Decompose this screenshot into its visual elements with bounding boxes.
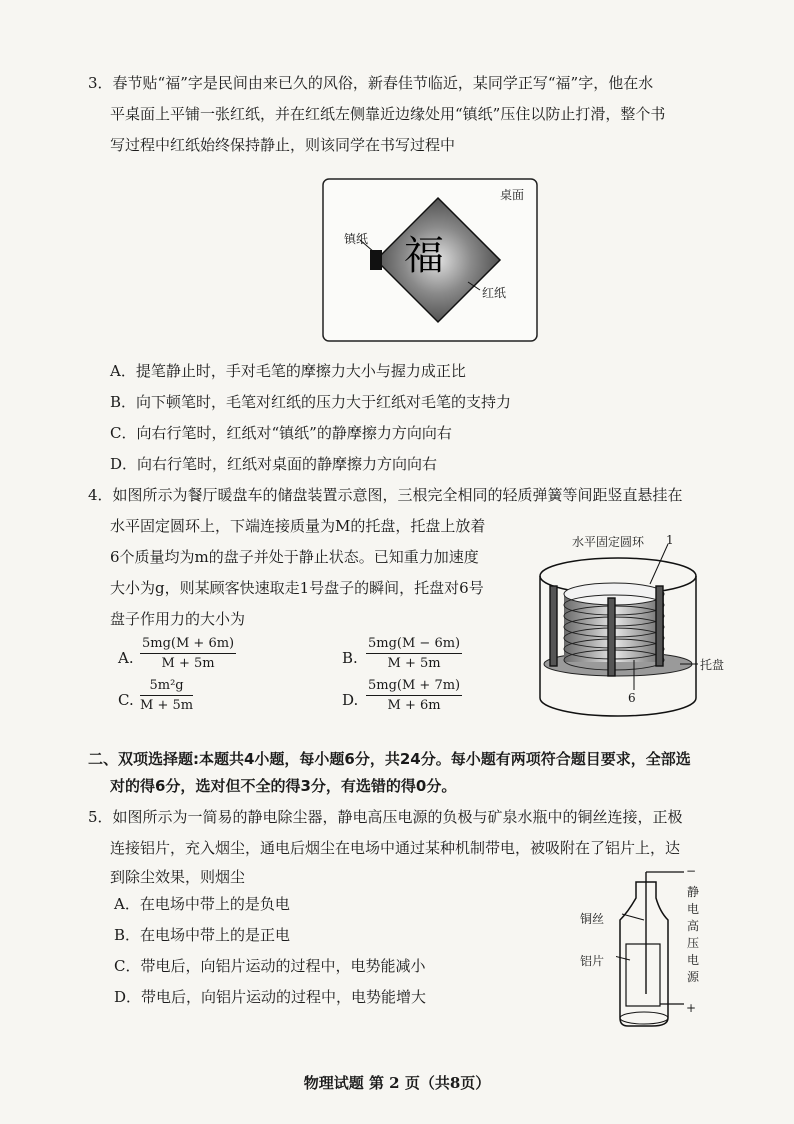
q4-option-a-fraction xyxy=(140,636,236,671)
q5-option-a: A．在电场中带上的是负电 xyxy=(114,895,290,913)
source-char-4: 压 xyxy=(686,936,699,950)
q4-option-d-numerator: 5mg(M + 7m) xyxy=(366,678,462,696)
q4-option-d-denominator: M + 6m xyxy=(387,698,441,713)
q3-stem-line1: 3．春节贴“福”字是民间由来已久的风俗，新春佳节临近，某同学正写“福”字，他在水 xyxy=(88,74,654,92)
q4-option-c-denominator: M + 5m xyxy=(140,698,194,713)
page-footer: 物理试题 第 2 页（共8页） xyxy=(303,1074,491,1092)
positive-terminal-label: + xyxy=(686,1001,697,1015)
section2-heading-line1: 二、双项选择题:本题共4小题，每小题6分，共24分。每小题有两项符合题目要求，全部选 xyxy=(88,750,691,768)
q5-option-d: D．带电后，向铝片运动的过程中，电势能增大 xyxy=(114,988,427,1006)
source-char-1: 静 xyxy=(686,885,699,899)
power-source-label xyxy=(686,884,700,986)
q4-option-d-fraction xyxy=(366,678,462,713)
q4-option-a-numerator: 5mg(M + 6m) xyxy=(140,636,236,654)
spring-right xyxy=(656,586,663,666)
plate-6-label: 6 xyxy=(628,691,636,705)
ring-label: 水平固定圆环 xyxy=(572,535,645,549)
aluminum-foil-label: 铝片 xyxy=(580,954,605,968)
foil-pointer xyxy=(616,956,630,960)
q4-stem-line2: 水平固定圆环上，下端连接质量为M的托盘，托盘上放着 xyxy=(110,517,486,535)
q3-option-b: B．向下顿笔时，毛笔对红纸的压力大于红纸对毛笔的支持力 xyxy=(110,393,512,411)
q4-option-b-numerator: 5mg(M − 6m) xyxy=(366,636,462,654)
paper-label: 红纸 xyxy=(482,286,507,300)
q4-option-b-fraction xyxy=(366,636,462,671)
q4-option-c-numerator: 5m²g xyxy=(140,678,193,696)
q4-option-d-letter: D. xyxy=(342,691,359,709)
spring-middle xyxy=(608,598,615,676)
bottle-bottom xyxy=(620,1012,668,1024)
q4-option-a-letter: A. xyxy=(118,649,134,667)
housing-bottom xyxy=(540,698,696,716)
q3-option-c: C．向右行笔时，红纸对“镇纸”的静摩擦力方向向右 xyxy=(110,424,452,442)
source-char-5: 电 xyxy=(686,953,699,967)
source-char-2: 电 xyxy=(686,902,699,916)
spring-left xyxy=(550,586,557,666)
copper-pointer xyxy=(622,914,644,920)
q5-stem-line2: 连接铝片，充入烟尘，通电后烟尘在电场中通过某种机制带电，被吸附在了铝片上，达 xyxy=(110,839,681,857)
plate1-pointer xyxy=(650,544,668,584)
q4-stem-line3: 6个质量均为m的盘子并处于静止状态。已知重力加速度 xyxy=(110,548,479,566)
q3-option-d: D．向右行笔时，红纸对桌面的静摩擦力方向向右 xyxy=(110,455,438,473)
aluminum-foil xyxy=(626,944,660,1006)
q4-option-c-letter: C. xyxy=(118,691,134,709)
q5-option-c: C．带电后，向铝片运动的过程中，电势能减小 xyxy=(114,957,426,975)
negative-terminal-label: − xyxy=(686,864,697,878)
q5-stem-line1: 5．如图所示为一简易的静电除尘器，静电高压电源的负极与矿泉水瓶中的铜丝连接，正极 xyxy=(88,808,683,826)
source-char-6: 源 xyxy=(686,970,699,984)
q3-stem-line3: 写过程中红纸始终保持静止，则该同学在书写过程中 xyxy=(110,136,456,154)
q4-stem-line1: 4．如图所示为餐厅暖盘车的储盘装置示意图，三根完全相同的轻质弹簧等间距竖直悬挂在 xyxy=(88,486,683,504)
tray-label: 托盘 xyxy=(700,658,725,672)
q3-option-a: A．提笔静止时，手对毛笔的摩擦力大小与握力成正比 xyxy=(110,362,466,380)
fu-character: 福 xyxy=(404,233,444,279)
copper-wire-label: 铜丝 xyxy=(580,912,605,926)
q4-option-a-denominator: M + 5m xyxy=(161,656,215,671)
paper-weight-block xyxy=(370,250,382,270)
plate-1-label: 1 xyxy=(666,533,674,547)
q4-option-b-denominator: M + 5m xyxy=(387,656,441,671)
desk-label: 桌面 xyxy=(500,188,525,202)
q5-option-b: B．在电场中带上的是正电 xyxy=(114,926,291,944)
weight-label: 镇纸 xyxy=(344,232,369,246)
q4-stem-line5: 盘子作用力的大小为 xyxy=(110,610,246,628)
section2-heading-line2: 对的得6分，选对但不全的得3分，有选错的得0分。 xyxy=(110,777,457,795)
q5-stem-line3: 到除尘效果，则烟尘 xyxy=(110,868,246,886)
q4-option-b-letter: B. xyxy=(342,649,358,667)
q4-option-c-fraction xyxy=(140,678,193,713)
q4-stem-line4: 大小为g，则某顾客快速取走1号盘子的瞬间，托盘对6号 xyxy=(110,579,484,597)
source-char-3: 高 xyxy=(686,919,699,933)
q3-stem-line2: 平桌面上平铺一张红纸，并在红纸左侧靠近边缘处用“镇纸”压住以防止打滑，整个书 xyxy=(110,105,666,123)
